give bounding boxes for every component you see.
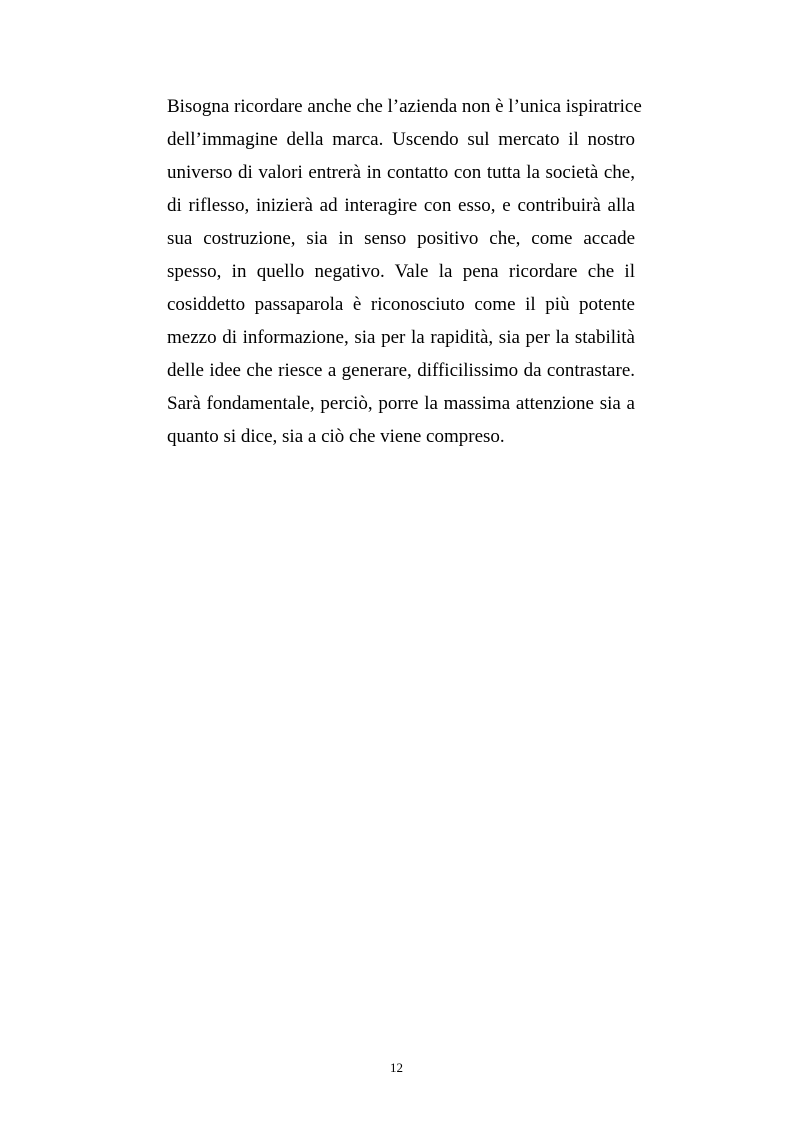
paragraph-line: Bisogna ricordare anche che l’azienda non è l’unica ispiratrice [167,96,642,117]
body-paragraph [167,90,642,453]
paragraph-line: delle idee che riesce a generare, difficilissimo da contrastare. [167,360,635,381]
paragraph-line: cosiddetto passaparola è riconosciuto come il più potente [167,294,635,315]
paragraph-line: spesso, in quello negativo. Vale la pena ricordare che il [167,261,635,282]
paragraph-line: di riflesso, inizierà ad interagire con esso, e contribuirà alla [167,195,635,216]
paragraph-line: universo di valori entrerà in contatto con tutta la società che, [167,162,635,183]
paragraph-line: mezzo di informazione, sia per la rapidità, sia per la stabilità [167,327,635,348]
paragraph-line-last: quanto si dice, sia a ciò che viene compreso. [167,426,505,447]
paragraph-line: sua costruzione, sia in senso positivo che, come accade [167,228,635,249]
paragraph-line: dell’immagine della marca. Uscendo sul mercato il nostro [167,129,635,150]
page-number: 12 [390,1060,403,1075]
paragraph-line: Sarà fondamentale, perciò, porre la massima attenzione sia a [167,393,635,414]
